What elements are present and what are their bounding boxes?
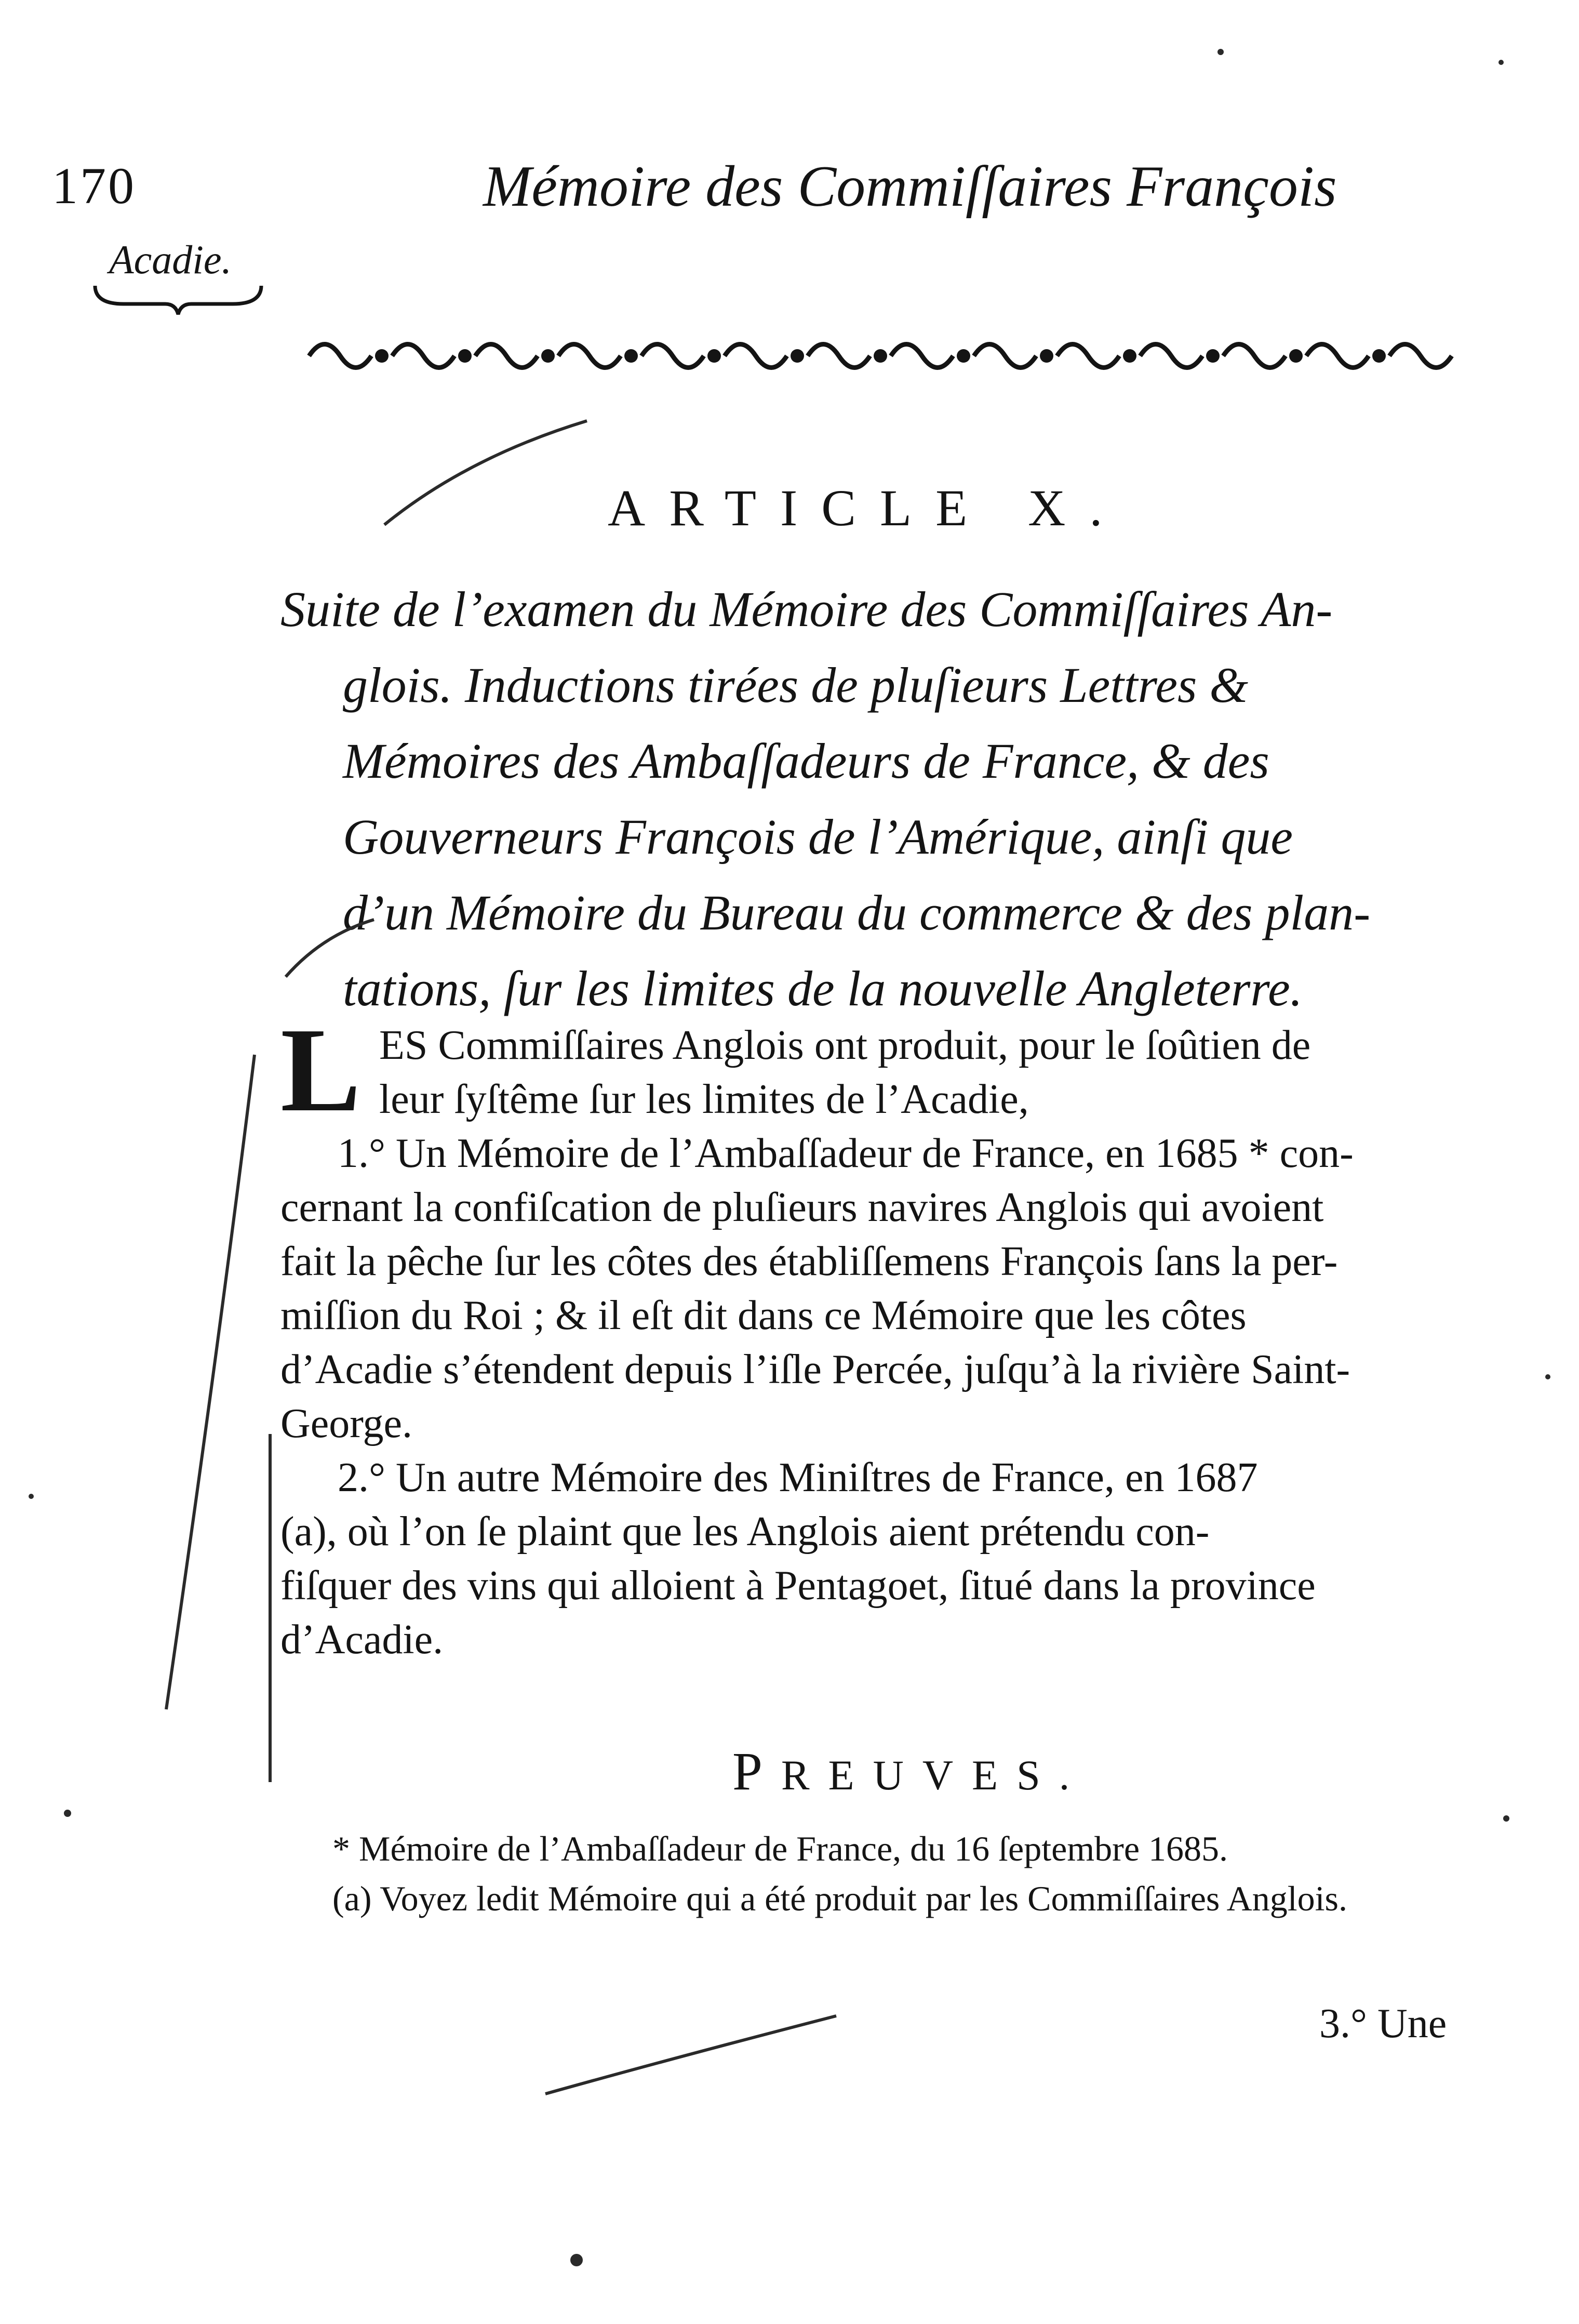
body-line: miſſion du Roi ; & il eſt dit dans ce Mémoire que les côtes [280, 1293, 1247, 1338]
body-line: 2.° Un autre Mémoire des Miniſtres de France, en 1687 [338, 1455, 1258, 1500]
drop-cap: L [280, 1003, 361, 1137]
margin-note: Acadie. [109, 237, 232, 282]
body-line: leur ſyſtême ſur les limites de l’Acadie, [379, 1077, 1029, 1122]
page-number: 170 [52, 157, 136, 215]
proofs-heading-rest: REUVES. [781, 1751, 1089, 1799]
running-title: Mémoire des Commiſſaires François [483, 154, 1337, 219]
summary-line: Gouverneurs François de l’Amérique, ainſi que [343, 809, 1293, 865]
body-line: fait la pêche ſur les côtes des établiſſemens François ſans la per- [280, 1239, 1338, 1284]
body-line: d’Acadie. [280, 1617, 444, 1663]
footnote: * Mémoire de l’Ambaſſadeur de France, du 16 ſeptembre 1685. [332, 1829, 1228, 1868]
footnote: (a) Voyez ledit Mémoire qui a été produit par les Commiſſaires Anglois. [332, 1879, 1347, 1918]
summary-line: d’un Mémoire du Bureau du commerce & des plan- [343, 885, 1371, 940]
body-line: cernant la confiſcation de pluſieurs navires Anglois qui avoient [280, 1185, 1324, 1230]
body-line: ES Commiſſaires Anglois ont produit, pour le ſoûtien de [379, 1022, 1311, 1068]
catchword: 3.° Une [1319, 2001, 1447, 2047]
summary-line: Mémoires des Ambaſſadeurs de France, & des [343, 733, 1269, 789]
body-line: fiſquer des vins qui alloient à Pentagoet, ſitué dans la province [280, 1563, 1316, 1609]
body-line: George. [280, 1401, 412, 1446]
body-line: (a), où l’on ſe plaint que les Anglois aient prétendu con- [280, 1509, 1210, 1555]
body-line: 1.° Un Mémoire de l’Ambaſſadeur de France, en 1685 * con- [338, 1131, 1354, 1176]
proofs-heading-cap: P [732, 1742, 781, 1801]
body-line: d’Acadie s’étendent depuis l’iſle Percée, juſqu’à la rivière Saint- [280, 1347, 1350, 1392]
article-heading: ARTICLE X. [608, 479, 1127, 537]
summary-line: tations, ſur les limites de la nouvelle Angleterre. [343, 961, 1303, 1016]
summary-line: glois. Inductions tirées de pluſieurs Lettres & [343, 657, 1248, 713]
summary-line: Suite de l’examen du Mémoire des Commiſſaires An- [280, 581, 1333, 637]
